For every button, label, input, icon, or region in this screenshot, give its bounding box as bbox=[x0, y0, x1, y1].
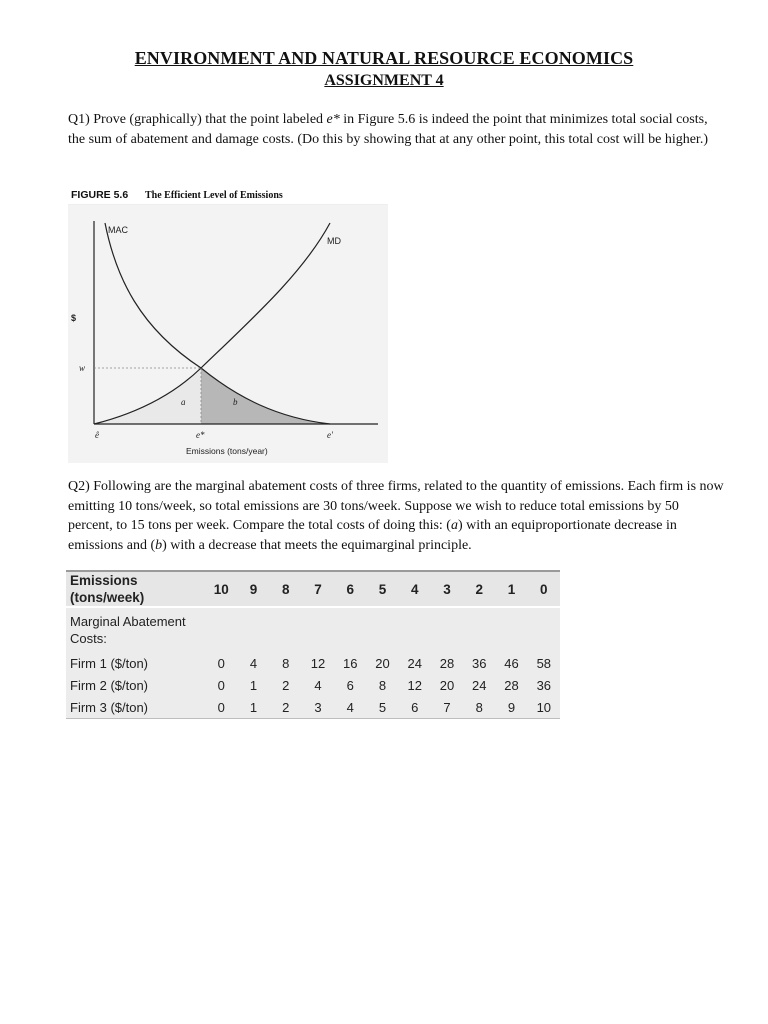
emission-level: 8 bbox=[270, 571, 302, 607]
table-cell: 8 bbox=[463, 696, 495, 719]
q2-part-a: a bbox=[450, 518, 458, 533]
table-cell: 28 bbox=[495, 674, 527, 696]
section-line-1: Marginal Abatement bbox=[70, 614, 186, 629]
figure-title: The Efficient Level of Emissions bbox=[145, 190, 283, 201]
q2-text-1: Q2) Following are the marginal abatement costs of three firms, related to the quantity of emissions. Each firm is now emitting 10 tons/week, so total emissions are 30 tons/week. Suppose we wish to reduce total emissions by 50 percent, to 15 tons per week. Compare the total costs of doing this: ( bbox=[68, 479, 724, 533]
row-label: Firm 2 ($/ton) bbox=[66, 674, 205, 696]
mac-label: MAC bbox=[108, 225, 128, 235]
q1-text-start: Q1) Prove (graphically) that the point labeled bbox=[68, 112, 327, 127]
emission-level: 7 bbox=[302, 571, 334, 607]
x-axis-label: Emissions (tons/year) bbox=[186, 446, 268, 456]
md-label: MD bbox=[327, 236, 341, 246]
q1-text-end: in Figure 5.6 is indeed the point that minimizes total social costs, the sum of abatement and damage costs. (Do this by showing that at any other point, this total cost will be higher.) bbox=[68, 112, 708, 147]
emission-level: 0 bbox=[528, 571, 560, 607]
document-title: ENVIRONMENT AND NATURAL RESOURCE ECONOMICS bbox=[134, 48, 634, 68]
q2-text-3: ) with a decrease that meets the equimarginal principle. bbox=[162, 537, 472, 553]
y-axis-label: $ bbox=[71, 313, 77, 323]
table-cell: 5 bbox=[366, 696, 398, 719]
emission-level: 1 bbox=[495, 571, 527, 607]
emission-level: 4 bbox=[399, 571, 431, 607]
table-row bbox=[66, 674, 560, 696]
figure-number: FIGURE 5.6 bbox=[71, 189, 129, 201]
table-cell: 4 bbox=[334, 696, 366, 719]
table-cell: 7 bbox=[431, 696, 463, 719]
table-cell: 2 bbox=[270, 696, 302, 719]
table-cell: 16 bbox=[334, 652, 366, 674]
question-2 bbox=[68, 477, 724, 555]
table-cell: 9 bbox=[495, 696, 527, 719]
emission-level: 3 bbox=[431, 571, 463, 607]
table-cell: 4 bbox=[237, 652, 269, 674]
table-cell: 2 bbox=[270, 674, 302, 696]
area-a-label: a bbox=[181, 397, 186, 407]
table-cell: 4 bbox=[302, 674, 334, 696]
table-row bbox=[66, 696, 560, 719]
table-cell: 6 bbox=[399, 696, 431, 719]
table-cell: 8 bbox=[366, 674, 398, 696]
x-tick-e-prime: e′ bbox=[327, 430, 333, 440]
table-cell: 58 bbox=[528, 652, 560, 674]
table-cell: 28 bbox=[431, 652, 463, 674]
table-section-row bbox=[66, 607, 560, 652]
table-cell: 46 bbox=[495, 652, 527, 674]
emission-level: 2 bbox=[463, 571, 495, 607]
section-line-2: Costs: bbox=[70, 631, 107, 646]
w-label: w bbox=[79, 363, 86, 373]
q1-variable: e* bbox=[326, 112, 340, 127]
table-cell: 0 bbox=[205, 696, 237, 719]
table-cell: 6 bbox=[334, 674, 366, 696]
q2-part-b: b bbox=[155, 537, 163, 553]
area-b-label: b bbox=[233, 397, 238, 407]
table-header-row bbox=[66, 571, 560, 607]
table-cell: 12 bbox=[302, 652, 334, 674]
table-cell: 3 bbox=[302, 696, 334, 719]
section-spacer bbox=[205, 607, 560, 652]
table-cell: 20 bbox=[366, 652, 398, 674]
table-cell: 1 bbox=[237, 674, 269, 696]
table-cell: 8 bbox=[270, 652, 302, 674]
assignment-subtitle: ASSIGNMENT 4 bbox=[324, 72, 444, 89]
emission-level: 10 bbox=[205, 571, 237, 607]
table-cell: 36 bbox=[463, 652, 495, 674]
table-cell: 20 bbox=[431, 674, 463, 696]
x-tick-e-hat: ê bbox=[95, 430, 99, 440]
x-tick-e-star: e* bbox=[196, 430, 205, 440]
table-row bbox=[66, 652, 560, 674]
emission-level: 5 bbox=[366, 571, 398, 607]
header-line-2: (tons/week) bbox=[70, 590, 145, 605]
emission-level: 6 bbox=[334, 571, 366, 607]
section-label bbox=[66, 607, 205, 652]
table-cell: 24 bbox=[463, 674, 495, 696]
question-1 bbox=[68, 110, 724, 149]
header-line-1: Emissions bbox=[70, 573, 138, 588]
table-cell: 24 bbox=[399, 652, 431, 674]
table-cell: 0 bbox=[205, 652, 237, 674]
row-label: Firm 1 ($/ton) bbox=[66, 652, 205, 674]
table-cell: 10 bbox=[528, 696, 560, 719]
table-cell: 12 bbox=[399, 674, 431, 696]
header-label bbox=[66, 571, 205, 607]
row-label: Firm 3 ($/ton) bbox=[66, 696, 205, 719]
figure-5-6 bbox=[68, 183, 388, 463]
marginal-abatement-cost-table bbox=[66, 570, 560, 719]
q2-text-2: ) with an equiproportionate decrease in emissions and ( bbox=[68, 518, 677, 553]
table-cell: 36 bbox=[528, 674, 560, 696]
table-cell: 0 bbox=[205, 674, 237, 696]
table-cell: 1 bbox=[237, 696, 269, 719]
emission-level: 9 bbox=[237, 571, 269, 607]
